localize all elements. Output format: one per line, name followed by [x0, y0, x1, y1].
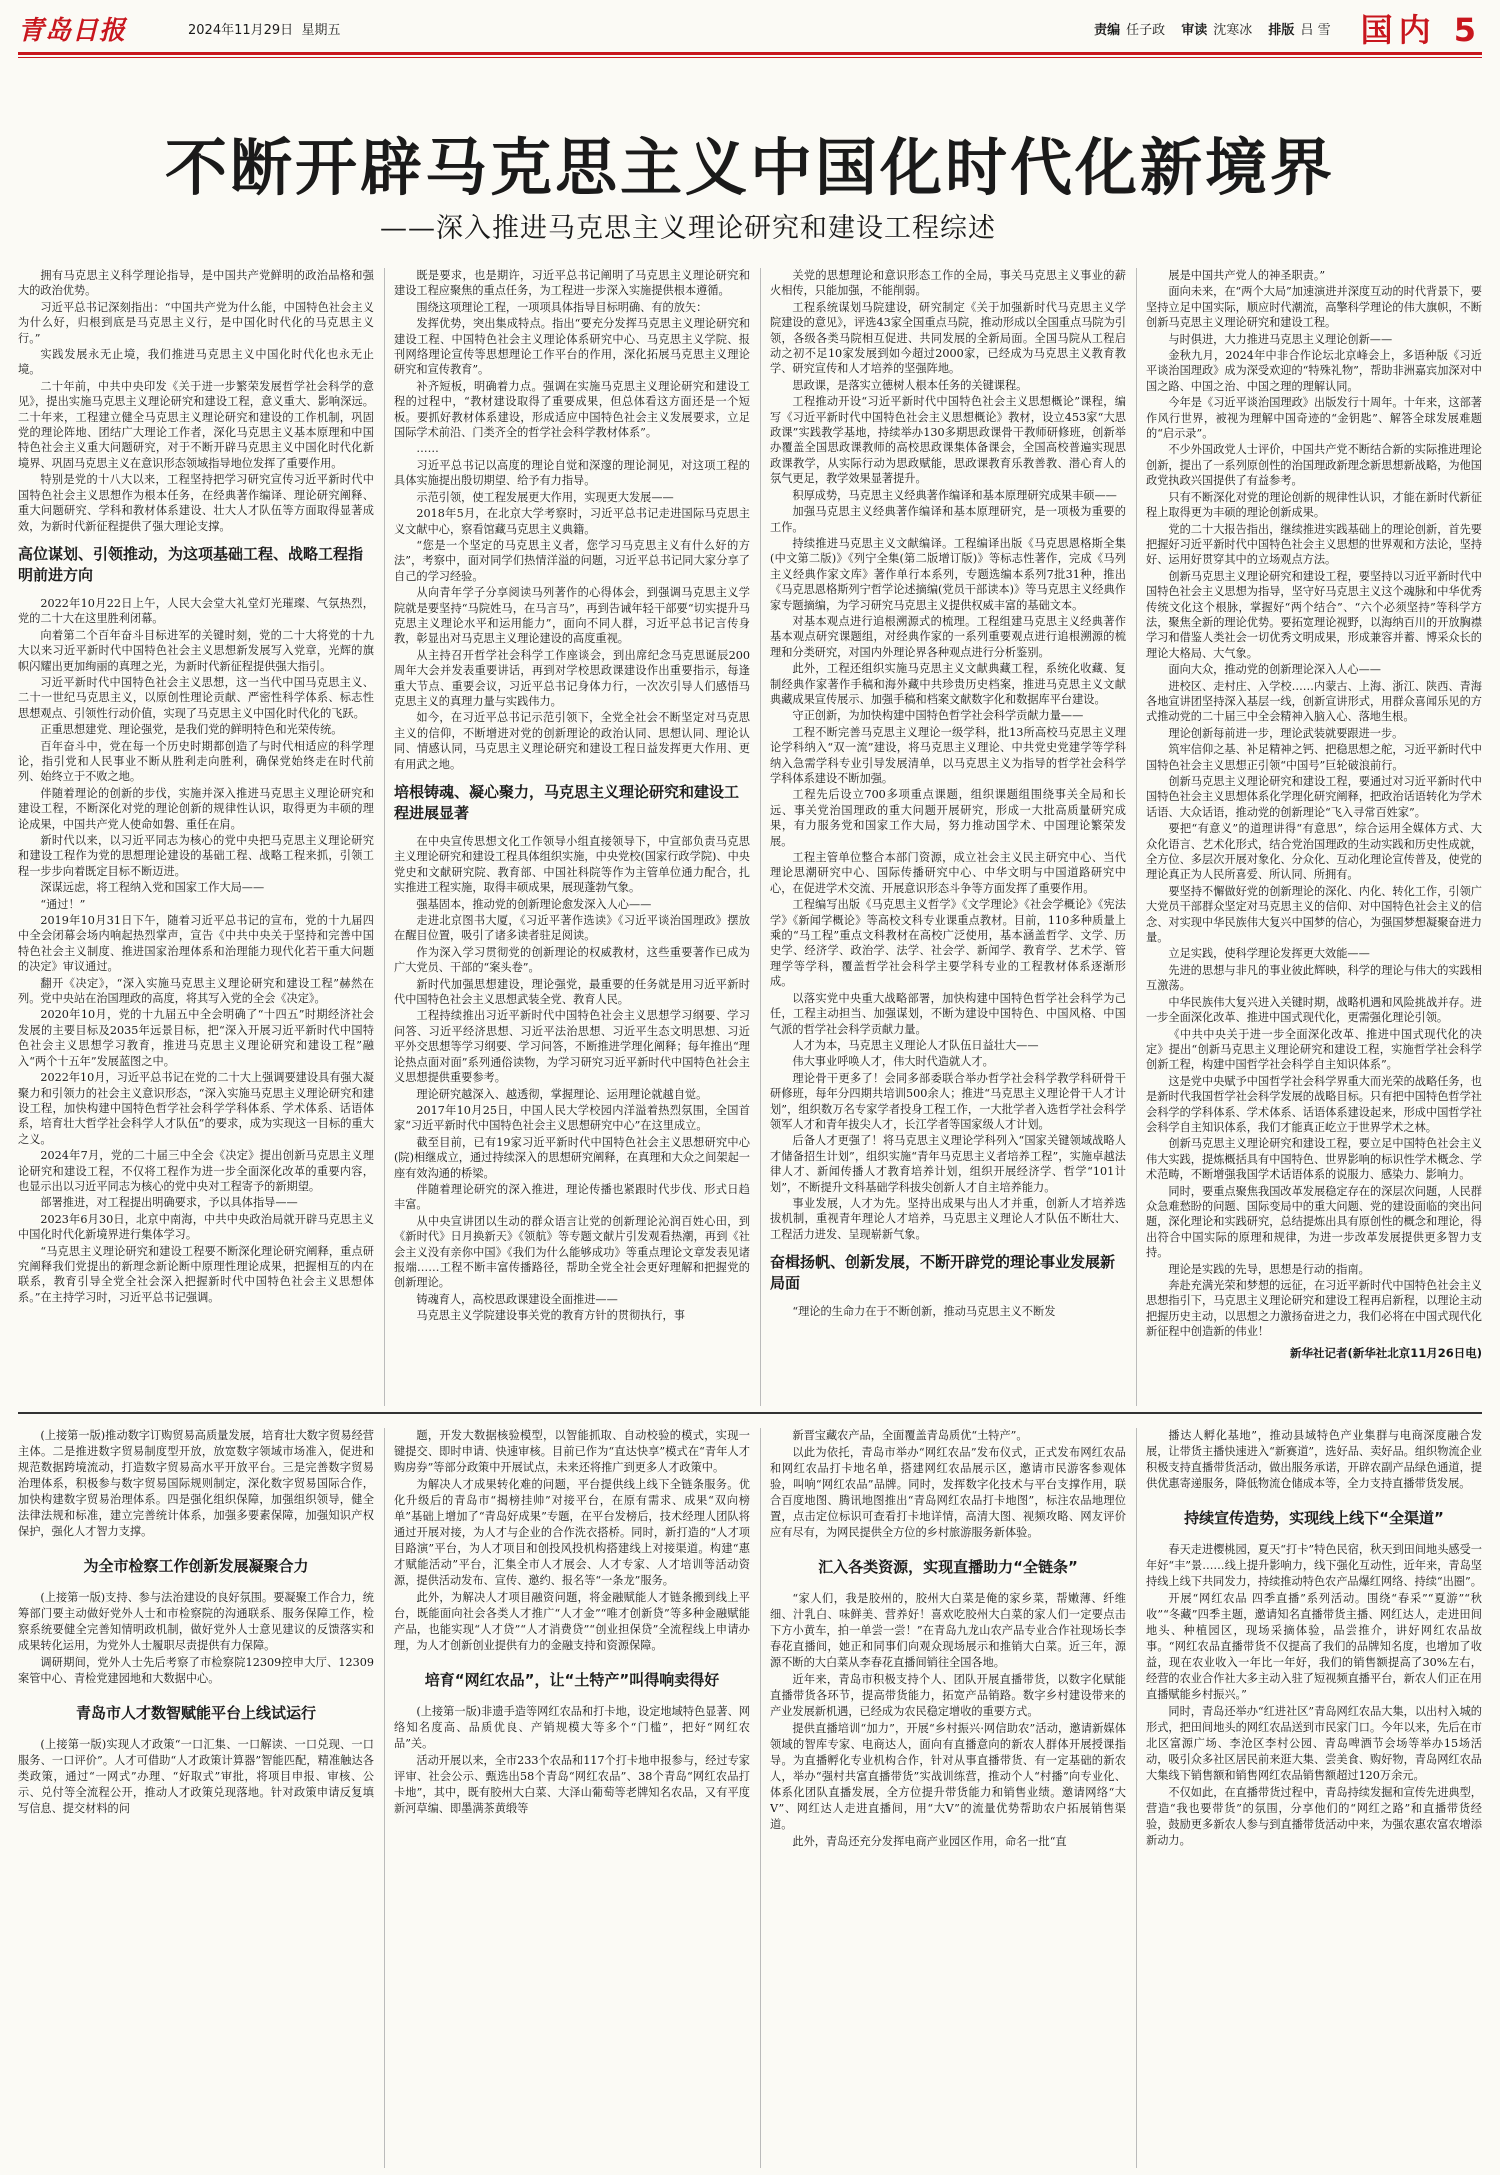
section-heading: 培根铸魂、凝心聚力，马克思主义理论研究和建设工程进展显著 [394, 783, 740, 822]
paragraph: “您是一个坚定的马克思主义者，您学习马克思主义有什么好的方法”，考察中，面对同学们热情洋溢的问题，习近平总书记同大家分享了自己的学习经验。 [394, 538, 750, 583]
paragraph: 今年是《习近平谈治国理政》出版发行十周年。十年来，这部著作风行世界，被视为理解中国奇迹的“金钥匙”、解答全球发展难题的“启示录”。 [1146, 396, 1482, 441]
paragraph: 与时俱进，大力推进马克思主义理论创新—— [1168, 332, 1393, 346]
paragraph: 以此为依托，青岛市举办“网红农品”发布仪式，正式发布网红农品和网红农品打卡地名单，搭建网红农品展示区，邀请市民游客参观体验，叫响“网红农品”品牌。同时，发挥数字化技术与平台支撑作用，联合百度地图、腾讯地图推出“青岛网红农品打卡地图”，标注农品地理位置，点击定位标识可查看打卡地详情，高清大图、视频攻略、网友评价应有尽有，为网民提供全方位的乡村旅游服务新体验。 [770, 1446, 1126, 1539]
masthead-rule [18, 52, 1482, 55]
paragraph: 2023年6月30日，北京中南海，中共中央政治局就开辟马克思主义中国化时代化新境界进行集体学习。 [18, 1212, 374, 1242]
paragraph: 金秋九月，2024年中非合作论坛北京峰会上，多语种版《习近平谈治国理政》成为深受欢迎的“特殊礼物”，帮助非洲嘉宾加深对中国之路、中国之治、中国之理的理解认同。 [1146, 349, 1482, 393]
paragraph: 从主持召开哲学社会科学工作座谈会，到出席纪念马克思诞辰200周年大会并发表重要讲话，再到对学校思政课建设作出重要指示，每逢重大节点、重要会议，习近平总书记身体力行，一次次引导人们感悟马克思主义的真理力量与实践伟力。 [394, 648, 750, 708]
paragraph: 调研期间，党外人士先后考察了市检察院12309控申大厅、12309案管中心、青检党建园地和大数据中心。 [18, 1656, 374, 1685]
paragraph: 实践发展永无止境，我们推进马克思主义中国化时代化也永无止境。 [18, 348, 374, 377]
paragraph: 二十年前，中共中央印发《关于进一步繁荣发展哲学社会科学的意见》，提出实施马克思主义理论研究和建设工程，意义重大、影响深远。二十年来，工程建立健全马克思主义理论研究和建设的工作机制，巩固党的理论阵地、团结广大理论工作者，深化马克思主义基本原理和中国特色社会主义重大问题研究，对于不断开辟马克思主义中国化时代化新境界、巩固马克思主义在意识形态领域指导地位发挥了重要作用。 [18, 379, 374, 470]
article-byline: 新华社记者(新华社北京11月26日电) [1289, 1345, 1482, 1360]
paragraph: 如今，在习近平总书记示范引领下，全党全社会不断坚定对马克思主义的信仰，不断增进对党的创新理论的政治认同、思想认同、理论认同、情感认同，马克思主义理论研究和建设工程日益发挥更大作用、更有用武之地。 [394, 711, 750, 771]
paragraph: 伴随着理论的创新的步伐，实施并深入推进马克思主义理论研究和建设工程，不断深化对党的理论创新的规律性认识，取得更为丰硕的理论成果，中国共产党人使命如磐、重任在肩。 [18, 786, 374, 831]
paragraph: 工程主管单位整合本部门资源，成立社会主义民主研究中心、当代理论思潮研究中心、国际传播研究中心、中华文明与中国道路研究中心，在促进学术交流、开展意识形态斗争等方面发挥了重要作用。 [770, 851, 1126, 895]
paragraph: 此外，青岛还充分发挥电商产业园区作用，命名一批“直 [792, 1835, 1067, 1848]
paragraph: “家人们，我是胶州的，胶州大白菜是俺的家乡菜，帮嫩薄、纤维细、汁乳白、味鲜美、营养好！喜欢吃胶州大白菜的家人们一定要点击下方小黄车，拍一单尝一尝！”在青岛九龙山农产品专业合作社现场长李春花直播间，她正和同事们向观众现场展示和推销大白菜。近三年，源源不断的大白菜从李春花直播间销往全国各地。 [770, 1592, 1126, 1669]
paragraph: 理论研究越深入、越透彻，掌握理论、运用理论就越自觉。 [416, 1087, 708, 1101]
paragraph: 部署推进，对工程提出明确要求，予以具体指导—— [40, 1196, 298, 1210]
paragraph: 展是中国共产党人的神圣职责。” [1168, 269, 1326, 282]
article-column-1 [18, 268, 374, 1408]
article-subhead: ——深入推进马克思主义理论研究和建设工程综述 [380, 213, 996, 244]
paragraph: “理论的生命力在于不断创新，推动马克思主义不断发 [792, 1305, 1056, 1319]
paragraph: 关党的思想理论和意识形态工作的全局，事关马克思主义事业的薪火相传，只能加强，不能削弱。 [770, 269, 1126, 298]
paragraph: (上接第一版)实现人才政策“一口汇集、一口解读、一口兑现、一口服务、一口评价”。人才可借助“人才政策计算器”智能匹配，精准触达各类政策，通过“一网式”办理、“好取式”审批，将项目申报、审核、公示、兑付等全流程公开，推动人才政策兑现落地。针对政策申请反复填写信息、提交材料的问 [18, 1738, 374, 1815]
paragraph: 习近平总书记以高度的理论自觉和深邃的理论洞见，对这项工程的具体实施提出殷切期望、给予有力指导。 [394, 458, 750, 488]
paragraph: 伴随着理论研究的深入推进，理论传播也紧跟时代步伐、形式日趋丰富。 [394, 1182, 750, 1212]
paragraph: 伟大事业呼唤人才，伟大时代造就人才。 [792, 1055, 994, 1069]
paragraph: 此外，工程还组织实施马克思主义文献典藏工程，系统化收藏、复制经典作家著作手稿和海外藏中共珍贵历史档案，推进马克思主义文献典藏成果宣传展示、加强手稿和档案文献数字化和数据库平台建设。 [770, 662, 1126, 706]
paragraph: 工程先后设立700多项重点课题，组织课题组围绕事关全局和长远、事关党治国理政的重大问题开展研究，形成一大批高质量研究成果，有力服务党和国家工作大局，努力推动国学术、中国理论繁荣发展。 [770, 788, 1126, 848]
paragraph: 工程持续推出习近平新时代中国特色社会主义思想学习纲要、学习问答、习近平经济思想、习近平法治思想、习近平生态文明思想、习近平外交思想等学习纲要、学习问答，不断推进学理化阐释；每年推出“理论热点面对面”系列通俗读物，为学习研究习近平新时代中国特色社会主义思想提供重要参考。 [394, 1009, 750, 1085]
paragraph: 同时，青岛还举办“红进社区”青岛网红农品大集，以出村入城的形式，把田间地头的网红农品送到市民家门口。今年以来，先后在市北区富源广场、李沧区李村公园、青岛啤酒节会场等举办15场活动，吸引众多社区居民前来逛大集、尝美食、购好物，青岛网红农品大集线下销售额和销售网红农品销售额超过120万余元。 [1146, 1705, 1482, 1782]
paragraph: 以落实党中央重大战略部署，加快构建中国特色哲学社会科学为己任，工程主动担当、加强谋划，不断为建设中国特色、中国风格、中国气派的哲学社会科学贡献力量。 [770, 991, 1126, 1036]
paragraph: 加强马克思主义经典著作编译和基本原理研究，是一项极为重要的工作。 [770, 505, 1126, 534]
section-heading: 为全市检察工作创新发展凝聚合力 [83, 1557, 309, 1575]
paragraph: 《中共中央关于进一步全面深化改革、推进中国式现代化的决定》提出“创新马克思主义理论研究和建设工程，实施哲学社会科学创新工程，构建中国哲学社会科学自主知识体系”。 [1146, 1027, 1482, 1072]
paragraph: 同时，要重点聚焦我国改革发展稳定存在的深层次问题，人民群众急难愁盼的问题、国际变局中的重大问题、党的建设面临的突出问题，深化理论和实践研究，总结提炼出具有原创性的概念和理论，得出符合中国实际的原理和规律，为进一步改革发展提供更多智力支持。 [1146, 1184, 1482, 1260]
article-column-2 [394, 268, 750, 1408]
paragraph: 百年奋斗中，党在每一个历史时期都创造了与时代相适应的科学理论，指引党和人民事业不断从胜利走向胜利，确保党始终走在时代前列、始终立于不败之地。 [18, 739, 374, 784]
section-label: 国内 5 [1360, 11, 1482, 49]
column-divider [760, 268, 761, 1406]
paragraph: 工程推动开设“习近平新时代中国特色社会主义思想概论”课程，编写《习近平新时代中国特色社会主义思想概论》教材，设立453家“大思政课”实践教学基地，持续举办130多期思政课骨干教师研修班，创新举办覆盖全国思政课教师的高校思政课集体备课会，全国高校普遍实现思政课教学，从实际行动为思政赋能，思政课教育乐教善教、潜心育人的氛气更足，教学效果显著提升。 [770, 395, 1126, 486]
paragraph: 走进北京图书大厦，《习近平著作选读》《习近平谈治国理政》摆放在醒目位置，吸引了诸多读者驻足阅读。 [394, 914, 750, 943]
paragraph: 这是党中央赋予中国哲学社会科学界重大而光荣的战略任务，也是新时代我国哲学社会科学发展的战略目标。只有把中国特色哲学社会科学的学科体系、学术体系、话语体系建设起来，形成中国哲学社会科学自主知识体系，我们才能真正屹立于世界学术之林。 [1146, 1074, 1482, 1134]
paragraph: 2024年7月，党的二十届三中全会《决定》提出创新马克思主义理论研究和建设工程，不仅将工程作为进一步全面深化改革的重要内容，也显示出以习近平同志为核心的党中央对工程寄予的新期望。 [18, 1149, 374, 1193]
paragraph: 春天走进樱桃园，夏天“打卡”特色民宿，秋天到田间地头感受一年好“丰”景……线上提升影响力，线下强化互动性，近年来，青岛坚持线上线下共同发力，持续推动特色农产品爆红网络、持续“出圈”。 [1146, 1543, 1482, 1588]
issue-date: 2024年11月29日 星期五 [188, 22, 341, 38]
paragraph: 2018年5月，在北京大学考察时，习近平总书记走进国际马克思主义文献中心，察看馆藏马克思主义典籍。 [394, 507, 750, 536]
paragraph: 新时代加强思想建设，理论强党，最重要的任务就是用习近平新时代中国特色社会主义思想武装全党、教育人民。 [394, 977, 750, 1007]
paragraph: …… [416, 442, 439, 456]
paragraph: 深谋远虑，将工程纳入党和国家工作大局—— [40, 881, 265, 895]
paragraph: 2017年10月25日，中国人民大学校园内洋溢着热烈氛围，全国首家“习近平新时代中国特色社会主义思想研究中心”在这里成立。 [394, 1103, 750, 1133]
masthead-rule-thin [18, 57, 1482, 58]
paragraph: 工程编写出版《马克思主义哲学》《文学理论》《社会学概论》《宪法学》《新闻学概论》等高校文科专业课重点教材。目前，110多种质量上乘的“马工程”重点文科教材在高校广泛使用，基本涵盖哲学、文学、历史学、经济学、政治学、法学、社会学、新闻学、教育学、艺术学、管理学等学科，覆盖哲学社会科学主要学科专业的工程教材体系逐渐形成。 [770, 898, 1126, 989]
paragraph: 2020年10月，党的十九届五中全会明确了“十四五”时期经济社会发展的主要目标及2035年远景目标，把“深入开展习近平新时代中国特色社会主义思想学习教育，推进马克思主义理论研究和建设工程”融入“两个十五年”发展蓝图之中。 [18, 1008, 374, 1068]
bottom-column-3 [770, 1428, 1126, 2168]
paragraph: 2022年10月22日上午，人民大会堂大礼堂灯光璀璨、气氛热烈，党的二十大在这里胜利闭幕。 [18, 596, 374, 626]
paragraph: 题，开发大数据核验模型，以智能抓取、自动校验的模式，实现一键提交、即时申请、快速审核。目前已作为“直达快享”模式在“青年人才购房券”等部分政策中开展试点，未来还将推广到更多人才政策中。 [394, 1429, 750, 1474]
paragraph: 后备人才更强了！将马克思主义理论学科列入“国家关键领域战略人才储备招生计划”，组织实施“青年马克思主义者培养工程”，实施卓越法律人才、新闻传播人才教育培养计划，组织开展经济学、哲学“101计划”，不断提升文科基础学科拔尖创新人才自主培养能力。 [770, 1134, 1126, 1194]
paragraph: 事业发展，人才为先。坚持出成果与出人才并重，创新人才培养选拔机制，重视青年理论人才培养，马克思主义理论人才队伍不断壮大、工程活力进发、呈现崭新气象。 [770, 1196, 1126, 1241]
section-heading: 持续宣传造势，实现线上线下“全渠道” [1184, 1509, 1444, 1527]
paragraph: 进校区、走村庄、入学校……内蒙古、上海、浙江、陕西、青海各地宣讲团坚持深入基层一线，创新宣讲形式，用群众喜闻乐见的方式推动党的二十届三中全会精神入脑入心、落地生根。 [1146, 679, 1482, 724]
paragraph: 发挥优势，突出集成特点。指出“要充分发挥马克思主义理论研究和建设工程、中国特色社会主义理论体系研究中心、马克思主义学院、报刊网络理论宣传等思想理论工作平台的作用，深化拓展马克思主义理论研究和宣传教育”。 [394, 317, 750, 377]
article-headline: 不断开辟马克思主义中国化时代化新境界 [164, 131, 1335, 204]
paragraph: 只有不断深化对党的理论创新的规律性认识，才能在新时代新征程上取得更为丰硕的理论创新成果。 [1146, 490, 1482, 520]
column-divider [384, 1428, 385, 2168]
paragraph: 2019年10月31日下午，随着习近平总书记的宣布，党的十九届四中全会闭幕会场内响起热烈掌声，宣告《中共中央关于坚持和完善中国特色社会主义制度、推进国家治理体系和治理能力现代化若干重大问题的决定》审议通过。 [18, 914, 374, 974]
paragraph: 理论是实践的先导，思想是行动的指南。 [1168, 1262, 1370, 1276]
paragraph: 补齐短板，明确着力点。强调在实施马克思主义理论研究和建设工程的过程中，“教材建设取得了重要成果，但总体看这方面还是一个短板。要抓好教材体系建设，形成适应中国特色社会主义发展要求，立足国际学术前沿、门类齐全的哲学社会科学教材体系”。 [394, 379, 750, 440]
paragraph: 创新马克思主义理论研究和建设工程，要坚持以习近平新时代中国特色社会主义思想为指导，坚守好马克思主义这个魂脉和中华优秀传统文化这个根脉，掌握好“两个结合”、“六个必须坚持”等科学方法，聚焦全新的理论优势。要拓宽理论视野，以海纳百川的开放胸襟学习和借鉴人类社会一切优秀文明成果，形成兼容并蓄、博采众长的理论大格局、大气象。 [1146, 569, 1482, 660]
paragraph: 翻开《决定》，“深入实施马克思主义理论研究和建设工程”赫然在列。党中央站在治国理政的高度，将其写入党的全会《决定》。 [18, 976, 374, 1006]
paragraph: 提供直播培训“加力”，开展“乡村振兴·网信助农”活动，邀请新媒体领域的智库专家、电商达人，面向有直播意向的新农人群体开展授课指导。为直播孵化专业机构合作，针对从事直播带货、有一定基础的新农人，举办“强村共富直播带货”实战训练营，推动个人“村播”向专业化、体系化团队直播发展，全方位提升带货能力和销售业绩。邀请网络“大V”、网红达人走进直播间，用“大V”的流量优势帮助农户拓展销售渠道。 [770, 1722, 1126, 1831]
paragraph: 向着第二个百年奋斗目标进军的关键时刻，党的二十大将党的十九大以来习近平新时代中国特色社会主义思想新发展写入党章，光辉的旗帜闪耀出更加绚丽的真理之光，为新时代新征程提供强大指引。 [18, 628, 374, 673]
paragraph: 要坚持不懈做好党的创新理论的深化、内化、转化工作，引领广大党员干部群众坚定对马克思主义的信仰、对中国特色社会主义的信念、对实现中华民族伟大复兴中国梦的信心，为强国梦想凝聚奋进力量。 [1146, 884, 1482, 945]
newspaper-logo: 青岛日报 [18, 15, 127, 46]
paragraph: 工程不断完善马克思主义理论一级学科，批13所高校马克思主义理论学科纳入“双一流”建设，将马克思主义理论、中共党史党建学等学科纳入急需学科专业引导发展清单，以马克思主义为指导的哲学社会科学学科体系建设不断加强。 [770, 725, 1126, 785]
paragraph: 积厚成势，马克思主义经典著作编译和基本原理研究成果丰硕—— [792, 488, 1117, 502]
masthead [18, 8, 1482, 48]
paragraph: (上接第一版)支持、参与法治建设的良好氛围。要凝聚工作合力，统筹部门要主动做好党外人士和市检察院的沟通联系、服务保障工作，检察系统要健全完善知情明政机制，做好党外人士意见建议的反馈落实和成果转化运用，为党外人士履职尽责提供有力保障。 [18, 1591, 374, 1652]
paragraph: 中华民族伟大复兴进入关键时期，战略机遇和风险挑战并存。进一步全面深化改革、推进中国式现代化，更需强化理论引领。 [1146, 995, 1482, 1025]
paragraph: 习近平总书记深刻指出：“中国共产党为什么能，中国特色社会主义为什么好，归根到底是马克思主义行，是中国化时代化的马克思主义行。” [18, 300, 374, 345]
paragraph: 马克思主义学院建设事关党的教育方针的贯彻执行，事 [416, 1309, 685, 1323]
paragraph: “马克思主义理论研究和建设工程要不断深化理论研究阐释，重点研究阐释我们党提出的新理念新论断中原理性理论成果，把握相互的内在联系，教育引导全党全社会深入把握新时代中国特色社会主义思想体系。”在主持学习时，习近平总书记强调。 [18, 1244, 374, 1304]
column-divider [760, 1428, 761, 2168]
paragraph: 示范引领，使工程发展更大作用，实现更大发展—— [416, 490, 674, 504]
paragraph: 既是要求，也是期许，习近平总书记阐明了马克思主义理论研究和建设工程应聚焦的重点任务，为工程进一步深入实施提供根本遵循。 [394, 269, 750, 298]
section-heading: 培育“网红农品”，让“土特产”叫得响卖得好 [424, 1671, 720, 1689]
paragraph: 筑牢信仰之基、补足精神之钙、把稳思想之舵，习近平新时代中国特色社会主义思想正引领“中国号”巨轮破浪前行。 [1146, 743, 1482, 772]
paragraph: 此外，为解决人才项目融资问题，将金融赋能人才链条搬到线上平台，既能面向社会各类人才推广“人才金”“唯才创新贷”等多种金融赋能产品，也能实现“人才贷”“人才消费贷”“创业担保贷”全流程线上申请办理，为人才创新创业提供有力的金融支持和资源保障。 [394, 1591, 750, 1652]
paragraph: 奔赴充满光荣和梦想的远征，在习近平新时代中国特色社会主义思想指引下，马克思主义理论研究和建设工程再启新程，以理论主动把握历史主动，以思想之力激扬奋进之力，我们必将在中国式现代化新征程中创造新的伟业！ [1146, 1279, 1482, 1339]
article-column-4 [1146, 268, 1482, 1408]
paragraph: 面向大众，推动党的创新理论深入人心—— [1168, 663, 1381, 677]
bottom-column-1 [18, 1428, 374, 2168]
paragraph: 作为深入学习贯彻党的创新理论的权威教材，这些重要著作已成为广大党员、干部的“案头卷”。 [394, 945, 750, 975]
paragraph: 铸魂育人，高校思政课建设全面推进—— [416, 1292, 618, 1306]
paragraph: 不少外国政党人士评价，中国共产党不断结合新的实际推进理论创新，提出了一系列原创性的治国理政新理念新思想新战略，为他国政党执政兴国提供了有益参考。 [1146, 443, 1482, 488]
paragraph: 人才为本，马克思主义理论人才队伍日益壮大—— [792, 1038, 1039, 1052]
paragraph: 理论骨干更多了！会同多部委联合举办哲学社会科学教学科研骨干研修班，每年分四期共培训500余人；推进“马克思主义理论骨干人才计划”，组织数万名专家学者投身工程工作，一大批学者入选哲学社会科学领军人才和青年拔尖人才，长江学者等国家级人才计划。 [770, 1071, 1126, 1131]
paragraph: 新晋宝藏农产品，全面覆盖青岛质优“土特产”。 [792, 1429, 1028, 1442]
section-heading: 奋楫扬帆、创新发展，不断开辟党的理论事业发展新局面 [770, 1253, 1116, 1293]
paragraph: 面向未来，在“两个大局”加速演进并深度互动的时代背景下，要坚持立足中国实际，顺应时代潮流，高擎科学理论的伟大旗帜，不断创新马克思主义理论研究和建设工程。 [1146, 285, 1482, 330]
column-divider [384, 268, 385, 1406]
paragraph: 思政课，是落实立德树人根本任务的关键课程。 [792, 378, 1028, 392]
bottom-column-2 [394, 1428, 750, 2168]
paragraph: 党的二十大报告指出，继续推进实践基础上的理论创新，首先要把握好习近平新时代中国特色社会主义思想的世界观和方法论，坚持好、运用好贯穿其中的立场观点方法。 [1146, 522, 1482, 567]
paragraph: 从向青年学子分享阅读马列著作的心得体会，到强调马克思主义学院就是要坚持“马院姓马，在马言马”，再到告诫年轻干部要“切实提升马克思主义理论水平和运用能力”，面向不同人群，习近平总书记言传身教，彰显出对马克思主义理论建设的高度重视。 [394, 586, 750, 646]
paragraph: 从中央宣讲团以生动的群众语言让党的创新理论沁润百姓心田，到《新时代》日月换新天》《领航》等专题文献片引发观看热潮，再到《社会主义没有亲你中国》《我们为什么能够成功》等重点理论文章发表见诸报端……工程不断丰富传播路径，帮助全党全社会更好理解和把握党的创新理论。 [394, 1214, 750, 1290]
paragraph: 理论创新每前进一步，理论武装就要跟进一步。 [1168, 726, 1404, 740]
section-divider [18, 1412, 1482, 1414]
paragraph: 特别是党的十八大以来，工程坚持把学习研究宣传习近平新时代中国特色社会主义思想作为根本任务，在经典著作编译、理论研究阐释、重大问题研究、学科和教材体系建设、壮大人才队伍等方面取得显著成效，为新时代新征程提供了强大理论支撑。 [18, 473, 374, 533]
paragraph: 为解决人才成果转化难的问题，平台提供线上线下全链条服务。优化升级后的青岛市“揭榜挂帅”对接平台，在原有需求、成果“双向榜单”基础上增加了“青岛好成果”专题，在平台发榜后，技术经理人团队将通过开展对接，为人才与企业的合作洗衣搭桥。同时，新打造的“人才项目路演”平台，为人才项目和创投风投机构搭建线上对接渠道。构建“惠才赋能活动”平台，汇集全市人才展会、人才专家、人才培训等活动资源，提供活动发布、宣传、邀约、报名等“一条龙”服务。 [394, 1478, 750, 1587]
paragraph: 强基固本，推动党的创新理论愈发深入人心—— [416, 897, 652, 911]
paragraph: 守正创新，为加快构建中国特色哲学社会科学贡献力量—— [792, 709, 1084, 723]
editor-credits: 责编 任子政 审读 沈寒冰 排版 吕 雪 [1094, 22, 1331, 38]
paragraph: “通过！” [40, 897, 86, 911]
paragraph: (上接第一版)非遗手造等网红农品和打卡地，设定地域特色显著、网络知名度高、品质优良、产销规模大等多个“门槛”，把好“网红农品”关。 [394, 1705, 750, 1750]
paragraph: 创新马克思主义理论研究和建设工程，要立足中国特色社会主义伟大实践，提炼概括具有中国特色、世界影响的标识性学术概念、学术范畴，不断增强我国学术话语体系的说服力、感染力、影响力。 [1146, 1137, 1482, 1182]
section-heading: 汇入各类资源，实现直播助力“全链条” [818, 1558, 1078, 1576]
paragraph: 先进的思想与非凡的事业彼此辉映，科学的理论与伟大的实践相互激荡。 [1146, 963, 1482, 993]
paragraph: 活动开展以来，全市233个农品和117个打卡地申报参与，经过专家评审、社会公示、甄选出58个青岛“网红农品”、38个青岛“网红农品打卡地”，其中，既有胶州大白菜、大泽山葡萄等老牌知名农品，又有平度新河草编、即墨满茶黄缎等 [394, 1754, 750, 1815]
paragraph: 习近平新时代中国特色社会主义思想，这一当代中国马克思主义、二十一世纪马克思主义，以原创性理论贡献、严密性科学体系、标志性思想观点、引领性行动价值，实现了马克思主义中国化时代化的飞跃。 [18, 675, 374, 720]
paragraph: 截至目前，已有19家习近平新时代中国特色社会主义思想研究中心(院)相继成立，通过持续深入的思想研究阐释，在真理和大众之间架起一座有效沟通的桥梁。 [394, 1135, 750, 1180]
paragraph: 工程系统谋划马院建设，研究制定《关于加强新时代马克思主义学院建设的意见》，评选43家全国重点马院，推动形成以全国重点马院为引领，各级各类马院相互促进、共同发展的全新局面。全国马院从工程启动之初不足10家发展到如今超过2000家，已经成为马克思主义教育教学、研究宣传和人才培养的坚强阵地。 [770, 300, 1126, 376]
paragraph: 新时代以来，以习近平同志为核心的党中央把马克思主义理论研究和建设工程作为党的思想理论建设的基础工程、战略工程来抓，引领工程一步步向着既定目标不断迈进。 [18, 834, 374, 878]
paragraph: 持续推进马克思主义文献编译。工程编译出版《马克思恩格斯全集(中文第二版)》《列宁全集(第二版增订版)》等标志性著作，完成《马列主义经典作家文库》著作单行本系列，专题选编本系列7批31种，推出《马克思恩格斯列宁哲学论述摘编(党员干部读本)》等马克思主义经典作家专题摘编，为学习研究马克思主义提供权威丰富的基础文本。 [770, 536, 1126, 612]
paragraph: 播达人孵化基地”，推动县域特色产业集群与电商深度融合发展，让带货主播快速进入“新赛道”，选好品、卖好品。组织物流企业积极支持直播带货活动，做出服务承诺，开辟农副产品绿色通道，提供优惠寄递服务，降低物流仓储成本等，全力支持直播带货发展。 [1146, 1429, 1482, 1490]
column-divider [1136, 1428, 1137, 2168]
paragraph: 立足实践，使科学理论发挥更大效能—— [1168, 947, 1370, 961]
paragraph: 创新马克思主义理论研究和建设工程，要通过对习近平新时代中国特色社会主义思想体系化学理化研究阐释，把政治话语转化为学术话语、大众话语，推动党的创新理论“飞入寻常百姓家”。 [1146, 775, 1482, 819]
paragraph: 要把“有意义”的道理讲得“有意思”，综合运用全媒体方式、大众化语言、艺术化形式，结合党治国理政的生动实践和历史性成就，全方位、多层次开展对象化、分众化、互动化理论宣传普及，使党的理论真正为人民所喜爱、所认同、所拥有。 [1146, 822, 1482, 882]
paragraph: 近年来，青岛市积极支持个人、团队开展直播带货，以数字化赋能直播带货各环节，提高带货能力，拓宽产品销路。数字乡村建设带来的产业发展新机遇，已经成为农民稳定增收的重要方式。 [770, 1673, 1126, 1718]
section-heading: 高位谋划、引领推动，为这项基础工程、战略工程指明前进方向 [18, 544, 364, 584]
section-heading: 青岛市人才数智赋能平台上线试运行 [75, 1704, 316, 1722]
paragraph: 正重思想建党、理论强党，是我们党的鲜明特色和光荣传统。 [40, 723, 343, 737]
bottom-column-4 [1146, 1428, 1482, 2168]
paragraph: 对基本观点进行追根溯源式的梳理。工程组建马克思主义经典著作基本观点研究课题组，对经典作家的一系列重要观点进行追根溯源的梳理和分类研究，对国内外理论界各种观点进行分析鉴别。 [770, 614, 1126, 659]
article-column-3 [770, 268, 1126, 1408]
paragraph: 不仅如此，在直播带货过程中，青岛持续发掘和宣传先进典型，营造“我也要带货”的氛围，分享他们的“网红之路”和直播带货经验，鼓励更多新农人参与到直播带货活动中来，为强农惠农富农增添新动力。 [1146, 1786, 1482, 1847]
paragraph: 2022年10月，习近平总书记在党的二十大上强调要建设具有强大凝聚力和引领力的社会主义意识形态，“深入实施马克思主义理论研究和建设工程，加快构建中国特色哲学社会科学学科体系、学术体系、话语体系，培育壮大哲学社会科学人才队伍”的要求，成为实现这一目标的重大之义。 [18, 1071, 374, 1146]
paragraph: (上接第一版)推动数字订购贸易高质量发展，培育壮大数字贸易经营主体。二是推进数字贸易制度型开放，放宽数字领域市场准入，促进和规范数据跨境流动，打造数字贸易高水平开放平台。三是完善数字贸易治理体系，积极参与数字贸易国际规则制定，深化数字贸易国际合作，加快构建数字贸易治理体系。四是强化组织保障，加强组织领导，健全法律法规和标准，建立完善统计体系，加强多要素保障，加强知识产权保护，强化人才智力支撑。 [18, 1429, 374, 1538]
paragraph: 在中央宣传思想文化工作领导小组直接领导下，中宣部负责马克思主义理论研究和建设工程具体组织实施，中央党校(国家行政学院)、中央党史和文献研究院、教育部、中国社科院等作为主管单位通力配合，扎实推进工程实施，取得丰硕成果，展现蓬勃气象。 [394, 835, 750, 895]
column-divider [1136, 268, 1137, 1406]
paragraph: 开展“网红农品 四季直播”系列活动。围绕“春采”“夏游”“秋收”“冬藏”四季主题，邀请知名直播带货主播、网红达人，走进田间地头、种植园区，现场采摘体验，品尝推介，讲好网红农品故事。“网红农品直播带货不仅提高了我们的品牌知名度，也增加了收益，现在农业收入一年比一年好，我们的销售额提高了30%左右，经营的农业合作社大多主动入驻了短视频直播平台，新农人们正在用直播赋能乡村振兴。” [1146, 1592, 1482, 1701]
paragraph: 围绕这项理论工程，一项项具体指导目标明确、有的放矢： [416, 300, 708, 314]
paragraph: 拥有马克思主义科学理论指导，是中国共产党鲜明的政治品格和强大的政治优势。 [18, 269, 374, 298]
